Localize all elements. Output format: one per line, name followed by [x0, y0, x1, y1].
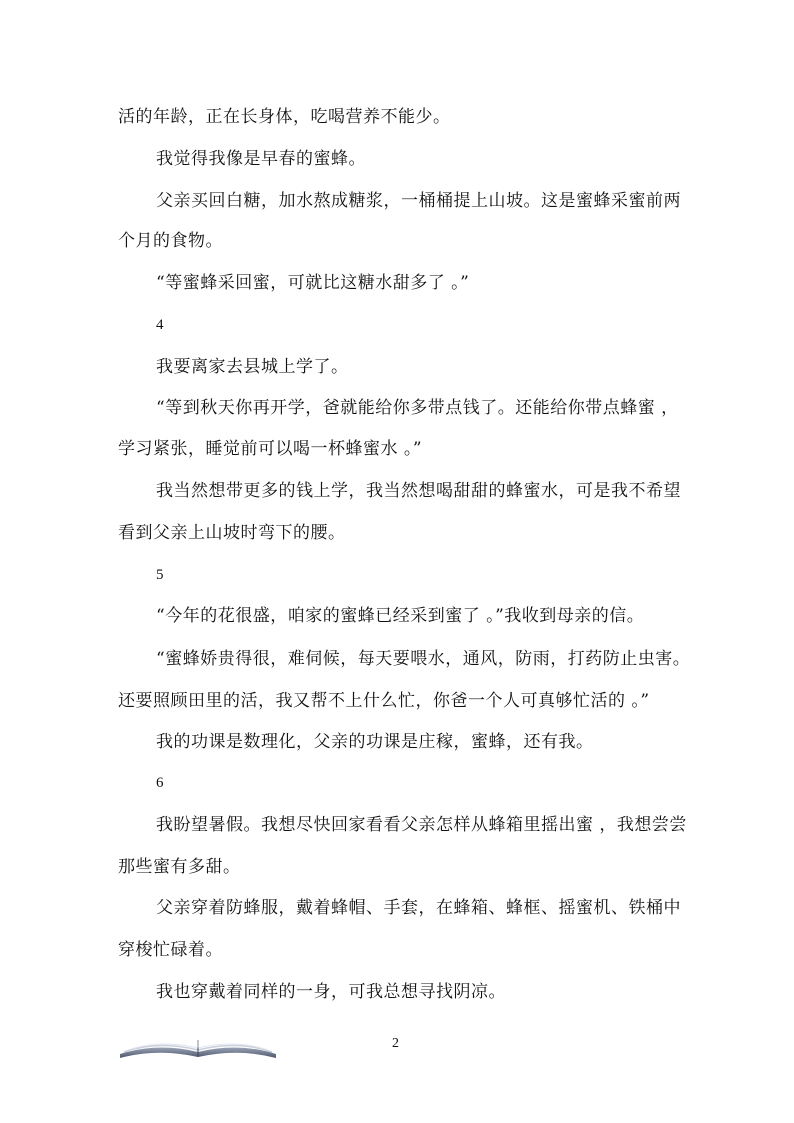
text-line: 我的功课是数理化，父亲的功课是庄稼，蜜蜂，还有我。: [156, 732, 594, 752]
text-line: 我要离家去县城上学了。: [156, 357, 349, 377]
text-line: “等到秋天你再开学，爸就能给你多带点钱了。还能给你带点蜂蜜 ，: [156, 398, 679, 418]
text-line: 父亲买回白糖，加水熬成糖浆，一桶桶提上山坡。这是蜜蜂采蜜前两: [156, 191, 681, 211]
section-number: 5: [156, 567, 164, 583]
text-line: “蜜蜂娇贵得很，难伺候，每天要喂水，通风，防雨，打药防止虫害。: [156, 649, 691, 669]
text-line: 个月的食物。: [118, 231, 223, 251]
text-line: 父亲穿着防蜂服，戴着蜂帽、手套，在蜂箱、蜂框、摇蜜机、铁桶中: [156, 898, 681, 918]
open-book-icon: [118, 1036, 278, 1060]
text-line: “今年的花很盛，咱家的蜜蜂已经采到蜜了 。”我收到母亲的信。: [156, 606, 645, 626]
text-line: 我盼望暑假。我想尽快回家看看父亲怎样从蜂箱里摇出蜜 ，我想尝尝: [156, 815, 687, 835]
page-number: 2: [392, 1036, 399, 1051]
text-line: 学习紧张，睡觉前可以喝一杯蜂蜜水 。”: [118, 439, 423, 459]
text-line: 看到父亲上山坡时弯下的腰。: [118, 523, 346, 543]
text-line: “等蜜蜂采回蜜，可就比这糖水甜多了 。”: [156, 273, 470, 293]
text-line: 活的年龄，正在长身体，吃喝营养不能少。: [118, 107, 451, 127]
text-line: 我觉得我像是早春的蜜蜂。: [156, 149, 366, 169]
text-line: 我当然想带更多的钱上学，我当然想喝甜甜的蜂蜜水，可是我不希望: [156, 481, 681, 501]
section-number: 6: [156, 775, 164, 791]
text-line: 我也穿戴着同样的一身，可我总想寻找阴凉。: [156, 982, 506, 1002]
text-line: 还要照顾田里的活，我又帮不上什么忙，你爸一个人可真够忙活的 。”: [118, 691, 650, 711]
section-number: 4: [156, 317, 164, 333]
text-line: 穿梭忙碌着。: [118, 940, 223, 960]
text-line: 那些蜜有多甜。: [118, 857, 241, 877]
